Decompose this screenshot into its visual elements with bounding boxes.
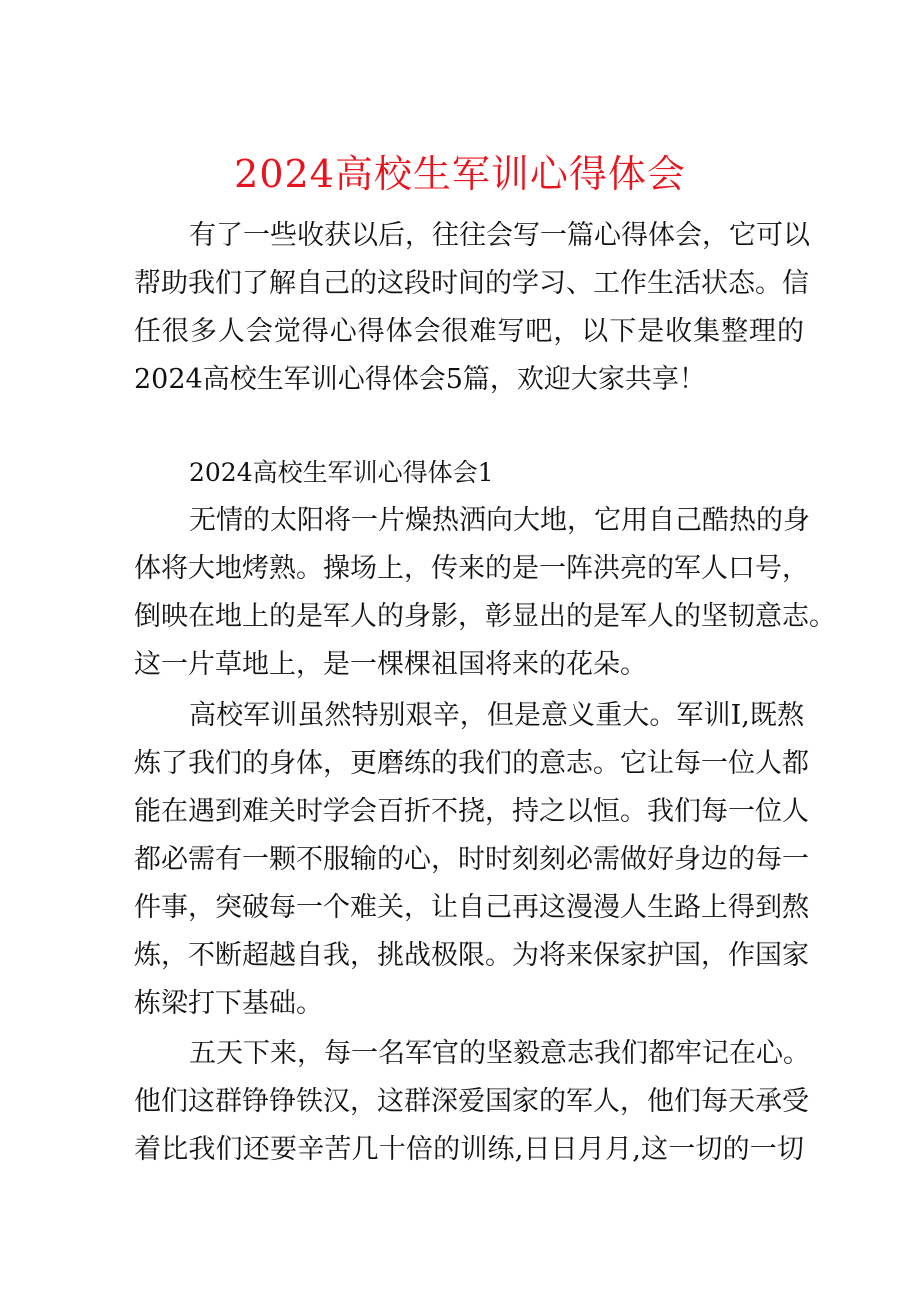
intro-line: 帮助我们了解自己的这段时间的学习、工作生活状态。信: [134, 268, 809, 299]
paragraph-line: 件事，突破每一个难关，让自己再这漫漫人生路上得到熬: [134, 892, 809, 923]
paragraph-line: 能在遇到难关时学会百折不挠，持之以恒。我们每一位人: [134, 796, 809, 827]
document-title: 2024高校生军训心得体会: [234, 152, 686, 196]
paragraph-line: 他们这群铮铮铁汉，这群深爱国家的军人，他们每天承受: [134, 1086, 809, 1117]
paragraph-line: 高校军训虽然特别艰辛，但是意义重大。军训I,既熬: [189, 700, 804, 731]
paragraph-line: 倒映在地上的是军人的身影，彰显出的是军人的坚韧意志。: [134, 601, 836, 632]
intro-line: 有了一些收获以后，往往会写一篇心得体会，它可以: [189, 220, 810, 251]
paragraph-line: 体将大地烤熟。操场上，传来的是一阵洪亮的军人口号，: [134, 553, 809, 584]
section-heading: 2024高校生军训心得体会1: [189, 458, 494, 487]
paragraph-line: 这一片草地上，是一棵棵祖国将来的花朵。: [134, 649, 647, 680]
paragraph-line: 都必需有一颗不服输的心，时时刻刻必需做好身边的每一: [134, 844, 809, 875]
paragraph-line: 栋梁打下基础。: [134, 988, 323, 1019]
paragraph-line: 炼了我们的身体，更磨练的我们的意志。它让每一位人都: [134, 748, 809, 779]
intro-line: 2024高校生军训心得体会5篇，欢迎大家共享！: [134, 364, 706, 395]
paragraph-line: 着比我们还要辛苦几十倍的训练,日日月月,这一切的一切: [134, 1134, 804, 1165]
paragraph-line: 无情的太阳将一片燥热洒向大地，它用自己酷热的身: [189, 505, 810, 536]
paragraph-line: 炼，不断超越自我，挑战极限。为将来保家护国，作国家: [134, 940, 809, 971]
paragraph-line: 五天下来，每一名军官的坚毅意志我们都牢记在心。: [189, 1038, 810, 1069]
intro-line: 任很多人会觉得心得体会很难写吧，以下是收集整理的: [134, 316, 804, 347]
